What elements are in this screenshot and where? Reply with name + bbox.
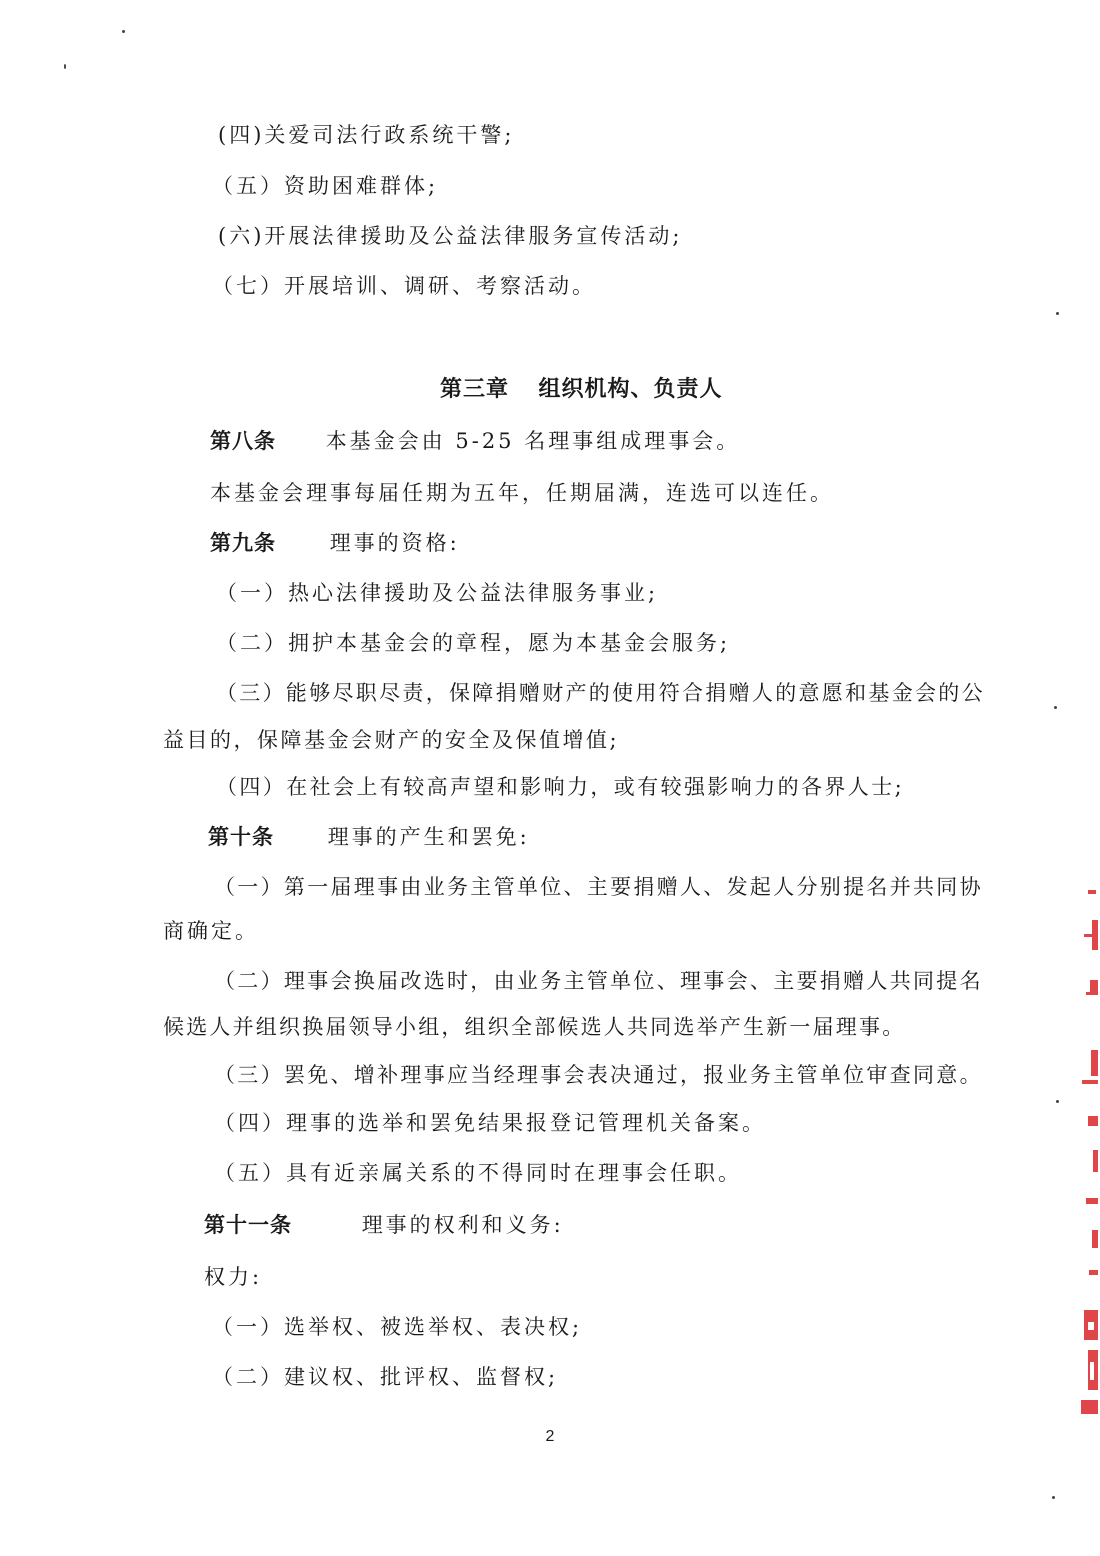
article-8	[210, 426, 740, 456]
article-text: 理事的产生和罢免:	[327, 825, 530, 849]
list-item: （一）热心法律援助及公益法律服务事业;	[216, 581, 659, 605]
scan-speck	[122, 30, 125, 33]
article-label: 第十一条	[204, 1213, 292, 1237]
list-item: （五）具有近亲属关系的不得同时在理事会任职。	[214, 1161, 742, 1185]
article-text: 理事的权利和义务:	[361, 1213, 564, 1237]
list-item: (四)关爱司法行政系统干警;	[218, 123, 515, 147]
list-item: （三）罢免、增补理事应当经理事会表决通过，报业务主管单位审查同意。	[214, 1063, 983, 1087]
article-label: 第十条	[208, 825, 274, 849]
scan-speck	[64, 64, 66, 69]
list-item-continuation: 候选人并组织换届领导小组，组织全部候选人共同选举产生新一届理事。	[163, 1015, 906, 1039]
list-item: （二）建议权、批评权、监督权;	[212, 1365, 559, 1389]
list-item: （四）理事的选举和罢免结果报登记管理机关备案。	[214, 1111, 766, 1135]
list-item: （三）能够尽职尽责，保障捐赠财产的使用符合捐赠人的意愿和基金会的公	[216, 681, 985, 705]
scan-speck	[1056, 1100, 1059, 1103]
list-item: （七）开展培训、调研、考察活动。	[212, 274, 596, 298]
list-item: (六)开展法律援助及公益法律服务宣传活动;	[218, 224, 683, 248]
list-item: （二）理事会换届改选时，由业务主管单位、理事会、主要捐赠人共同提名	[214, 969, 983, 993]
chapter-title: 第三章 组织机构、负责人	[440, 376, 723, 401]
scan-speck	[1056, 312, 1059, 315]
page-number: 2	[545, 1428, 555, 1445]
article-10	[208, 822, 530, 852]
list-item-continuation: 益目的，保障基金会财产的安全及保值增值;	[163, 728, 620, 752]
list-item: （一）第一届理事由业务主管单位、主要捐赠人、发起人分别提名并共同协	[214, 875, 983, 899]
list-item: （五）资助困难群体;	[212, 174, 439, 198]
article-text: 本基金会由 5-25 名理事组成理事会。	[325, 429, 741, 453]
scan-speck	[1052, 1496, 1055, 1499]
list-item-continuation: 商确定。	[163, 919, 259, 943]
article-9	[210, 528, 460, 558]
subheading: 权力:	[204, 1265, 263, 1289]
seal-stamp-fragment	[1066, 880, 1100, 1440]
article-label: 第八条	[210, 429, 276, 453]
list-item: （二）拥护本基金会的章程，愿为本基金会服务;	[216, 631, 731, 655]
article-11	[204, 1210, 564, 1240]
list-item: （四）在社会上有较高声望和影响力，或有较强影响力的各界人士;	[216, 775, 905, 799]
article-label: 第九条	[210, 531, 276, 555]
article-8-continuation: 本基金会理事每届任期为五年，任期届满，连选可以连任。	[210, 481, 834, 505]
list-item: （一）选举权、被选举权、表决权;	[212, 1315, 583, 1339]
article-text: 理事的资格:	[329, 531, 460, 555]
scan-speck	[1054, 706, 1057, 709]
